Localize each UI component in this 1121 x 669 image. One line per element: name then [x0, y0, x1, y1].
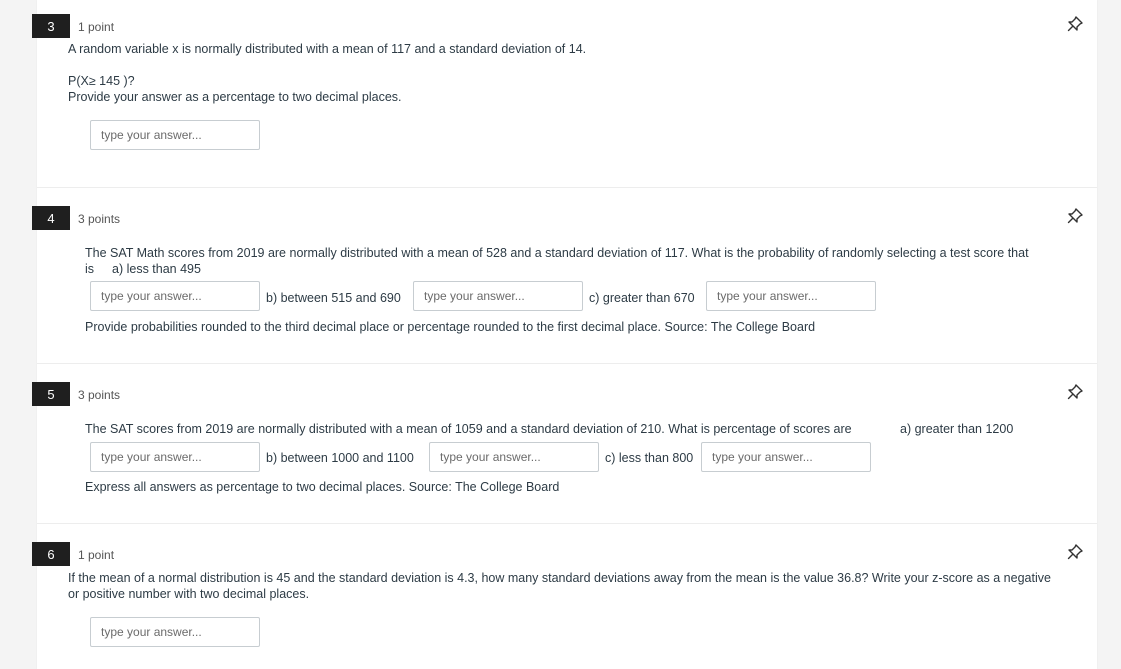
- part-b-label: b) between 515 and 690: [266, 291, 401, 305]
- part-c-label: c) less than 800: [605, 451, 694, 465]
- question-text: If the mean of a normal distribution is 45 and the standard deviation is 4.3, how many standard deviations away from the mean is the value 36.8? Write your z-score as a negative: [68, 571, 1051, 585]
- question-points: 1 point: [78, 20, 115, 34]
- question-number-badge: 5: [32, 382, 70, 406]
- answer-input[interactable]: [90, 617, 260, 647]
- question-text: A random variable x is normally distributed with a mean of 117 and a standard deviation of 14.: [68, 42, 587, 56]
- question-text: The SAT scores from 2019 are normally distributed with a mean of 1059 and a standard deviation of 210. What is percentage of scores are: [85, 422, 852, 436]
- answer-input[interactable]: [90, 120, 260, 150]
- part-a-label: a) greater than 1200: [900, 422, 1014, 436]
- question-number-badge: 3: [32, 14, 70, 38]
- pin-icon[interactable]: [1067, 544, 1083, 560]
- part-b-label: b) between 1000 and 1100: [266, 451, 414, 465]
- question-points: 3 points: [78, 388, 121, 402]
- answer-input-a[interactable]: [90, 281, 260, 311]
- answer-input-b[interactable]: [429, 442, 599, 472]
- answer-input-a[interactable]: [90, 442, 260, 472]
- question-divider: [37, 523, 1097, 524]
- question-instructions: Express all answers as percentage to two decimal places. Source: The College Board: [85, 480, 560, 494]
- question-number-badge: 6: [32, 542, 70, 566]
- question-divider: [37, 363, 1097, 364]
- question-points: 1 point: [78, 548, 115, 562]
- part-a-label: a) less than 495: [112, 262, 201, 276]
- question-instructions: Provide probabilities rounded to the third decimal place or percentage rounded to the first decimal place. Source: The College Board: [85, 320, 816, 334]
- question-text: The SAT Math scores from 2019 are normally distributed with a mean of 528 and a standard deviation of 117. What is the probability of randomly selecting a test score that: [85, 246, 1029, 260]
- answer-input-c[interactable]: [701, 442, 871, 472]
- pin-icon[interactable]: [1067, 208, 1083, 224]
- answer-input-b[interactable]: [413, 281, 583, 311]
- question-text-continued: or positive number with two decimal places.: [68, 587, 310, 601]
- question-divider: [37, 187, 1097, 188]
- pin-icon[interactable]: [1067, 384, 1083, 400]
- question-number-badge: 4: [32, 206, 70, 230]
- answer-input-c[interactable]: [706, 281, 876, 311]
- pin-icon[interactable]: [1067, 16, 1083, 32]
- question-formula: P(X≥ 145 )?: [68, 74, 135, 88]
- question-text-continued: is: [85, 262, 95, 276]
- question-points: 3 points: [78, 212, 121, 226]
- question-instructions: Provide your answer as a percentage to two decimal places.: [68, 90, 402, 104]
- part-c-label: c) greater than 670: [589, 291, 695, 305]
